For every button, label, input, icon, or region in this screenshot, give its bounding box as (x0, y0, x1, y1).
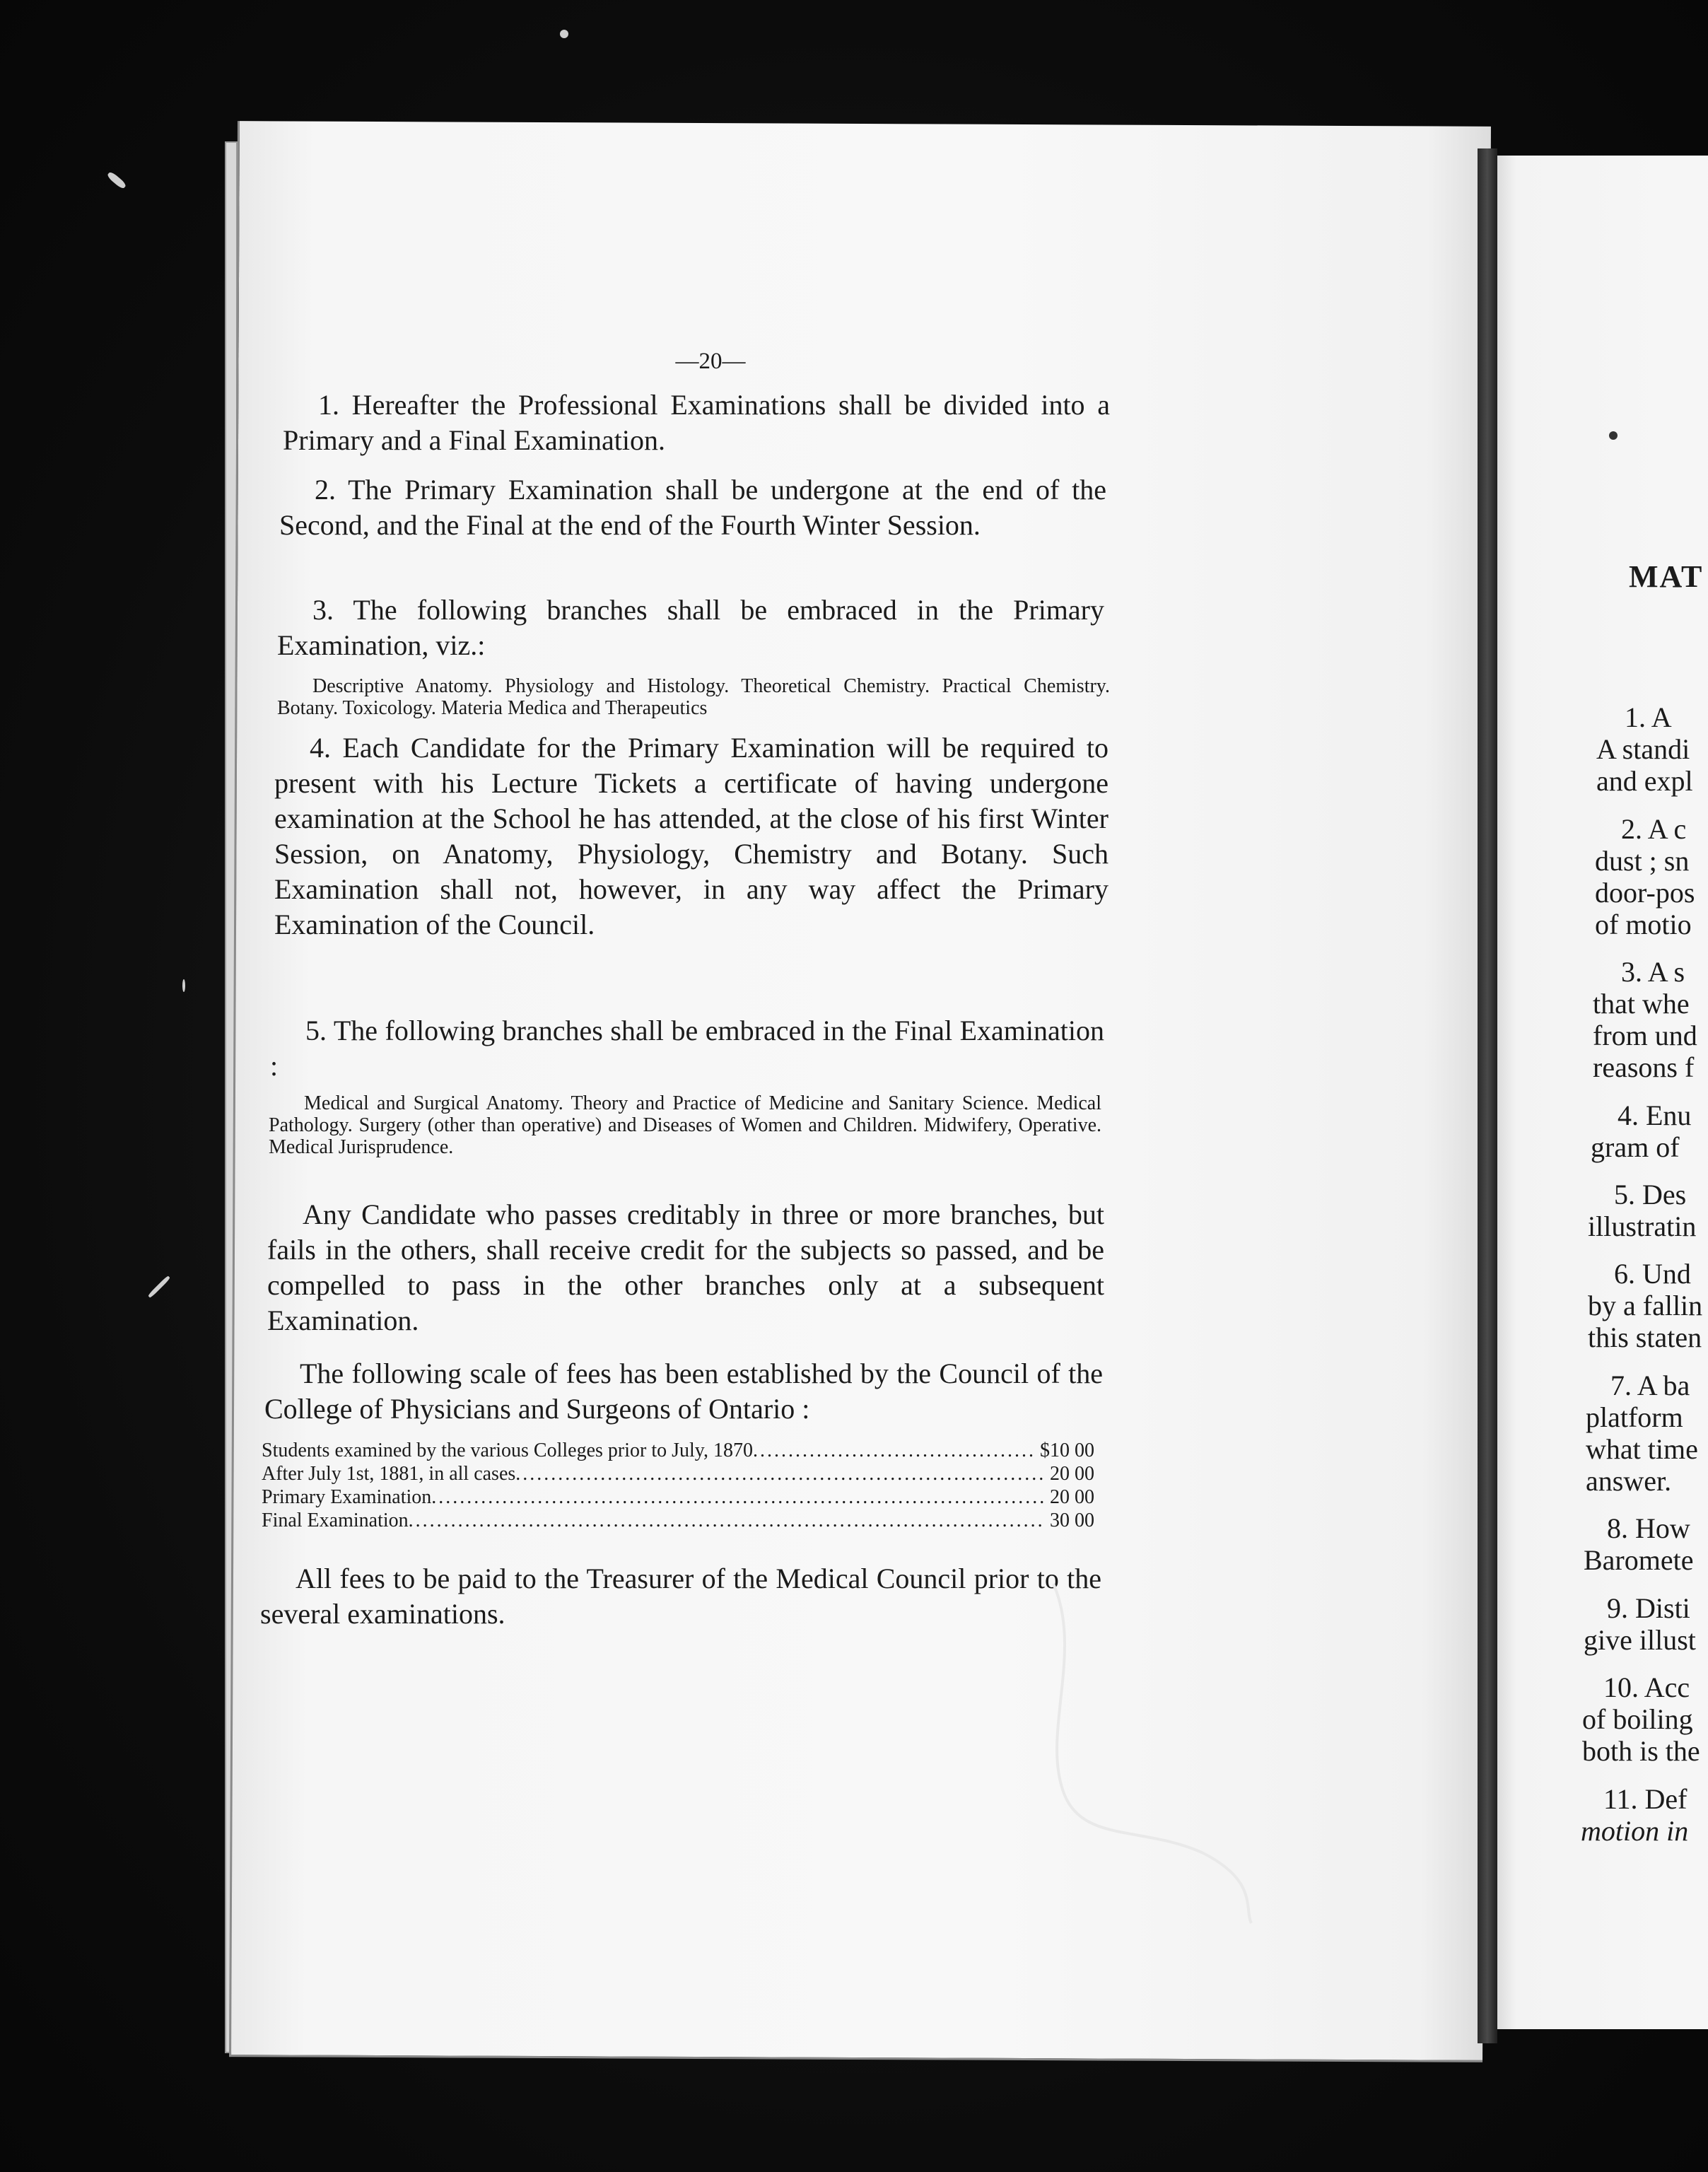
fee-label: After July 1st, 1881, in all cases (262, 1463, 516, 1485)
fee-label: Students examined by the various Colleges prior to July, 1870 (262, 1440, 753, 1461)
fee-amount: $10 00 (1040, 1440, 1094, 1461)
right-line: 11. Def (1603, 1783, 1687, 1815)
right-line: and expl (1596, 765, 1693, 797)
right-line: 1. A (1625, 701, 1672, 733)
right-line: door-pos (1595, 877, 1695, 909)
right-line: dust ; sn (1595, 845, 1690, 877)
right-line: what time (1586, 1433, 1698, 1465)
paragraph-credit-text: Any Candidate who passes creditably in three or more branches, but fails in the others, shall receive credit for the subjects so passed, and be compelled to pass in the other branches only at a subsequent Examination. (267, 1198, 1104, 1336)
fee-label: Primary Examination (262, 1486, 432, 1508)
paragraph-3-text: 3. The following branches shall be embraced in the Primary Examination, viz.: (277, 594, 1104, 661)
primary-branches-text: Descriptive Anatomy. Physiology and Histology. Theoretical Chemistry. Practical Chemistry. Botany. Toxicology. Materia Medica and Therapeutics (277, 675, 1110, 719)
right-page-heading: MAT (1629, 559, 1704, 594)
fee-label: Final Examination (262, 1510, 409, 1531)
paragraph-1-text: 1. Hereafter the Professional Examinations shall be divided into a Primary and a Final Examination. (283, 389, 1110, 456)
right-line: by a fallin (1588, 1290, 1703, 1321)
right-line: 5. Des (1614, 1179, 1687, 1210)
fee-amount: 20 00 (1050, 1486, 1094, 1508)
right-line: this staten (1588, 1321, 1702, 1353)
right-line: that whe (1593, 988, 1690, 1020)
right-line: 7. A ba (1610, 1370, 1690, 1401)
right-line: A standi (1596, 733, 1690, 765)
paragraph-closing-text: All fees to be paid to the Treasurer of the Medical Council prior to the several examinations. (260, 1563, 1101, 1630)
right-line: answer. (1586, 1465, 1672, 1497)
page-number: —20— (675, 349, 746, 374)
fee-amount: 20 00 (1050, 1463, 1094, 1485)
paragraph-5-text: 5. The following branches shall be embraced in the Final Examination : (270, 1015, 1104, 1082)
final-branches-text: Medical and Surgical Anatomy. Theory and Practice of Medicine and Sanitary Science. Medical Pathology. Surgery (other than operative) and Diseases of Women and Children. Midwifery, Operative. Medical Jurisprudence. (269, 1092, 1101, 1158)
right-line: motion in (1581, 1815, 1689, 1847)
right-line: of motio (1595, 909, 1692, 940)
right-line: illustratin (1588, 1210, 1697, 1242)
right-line: of boiling (1582, 1703, 1693, 1735)
book-gutter (1478, 148, 1497, 2043)
right-line: 2. A c (1621, 813, 1687, 845)
paragraph-fees-intro-text: The following scale of fees has been established by the Council of the College of Physicians and Surgeons of Ontario : (264, 1358, 1103, 1425)
right-line: 10. Acc (1603, 1671, 1690, 1703)
right-line: 3. A s (1621, 956, 1685, 988)
dust-speck (1609, 431, 1618, 440)
fee-amount: 30 00 (1050, 1510, 1094, 1531)
right-line: both is the (1582, 1735, 1700, 1767)
right-line: platform (1586, 1401, 1683, 1433)
paragraph-4-text: 4. Each Candidate for the Primary Examination will be required to present with his Lecture Tickets a certificate of having undergone examination at the School he has attended, at the close of his first Winter Session, on Anatomy, Physiology, Chemistry and Botany. Such Examination shall not, however, in any way affect the Primary Examination of the Council. (274, 732, 1109, 940)
right-line: give illust (1584, 1624, 1696, 1656)
right-page-content (1575, 0, 1708, 2172)
right-line: 4. Enu (1618, 1099, 1692, 1131)
paragraph-2-text: 2. The Primary Examination shall be undergone at the end of the Second, and the Final at the end of the Fourth Winter Session. (279, 474, 1106, 541)
right-line: 8. How (1607, 1512, 1690, 1544)
right-line: from und (1593, 1020, 1697, 1051)
right-line: Baromete (1584, 1544, 1694, 1576)
right-line: gram of (1591, 1131, 1680, 1163)
right-line: reasons f (1593, 1051, 1695, 1083)
right-line: 9. Disti (1607, 1592, 1690, 1624)
right-line: 6. Und (1614, 1258, 1691, 1290)
